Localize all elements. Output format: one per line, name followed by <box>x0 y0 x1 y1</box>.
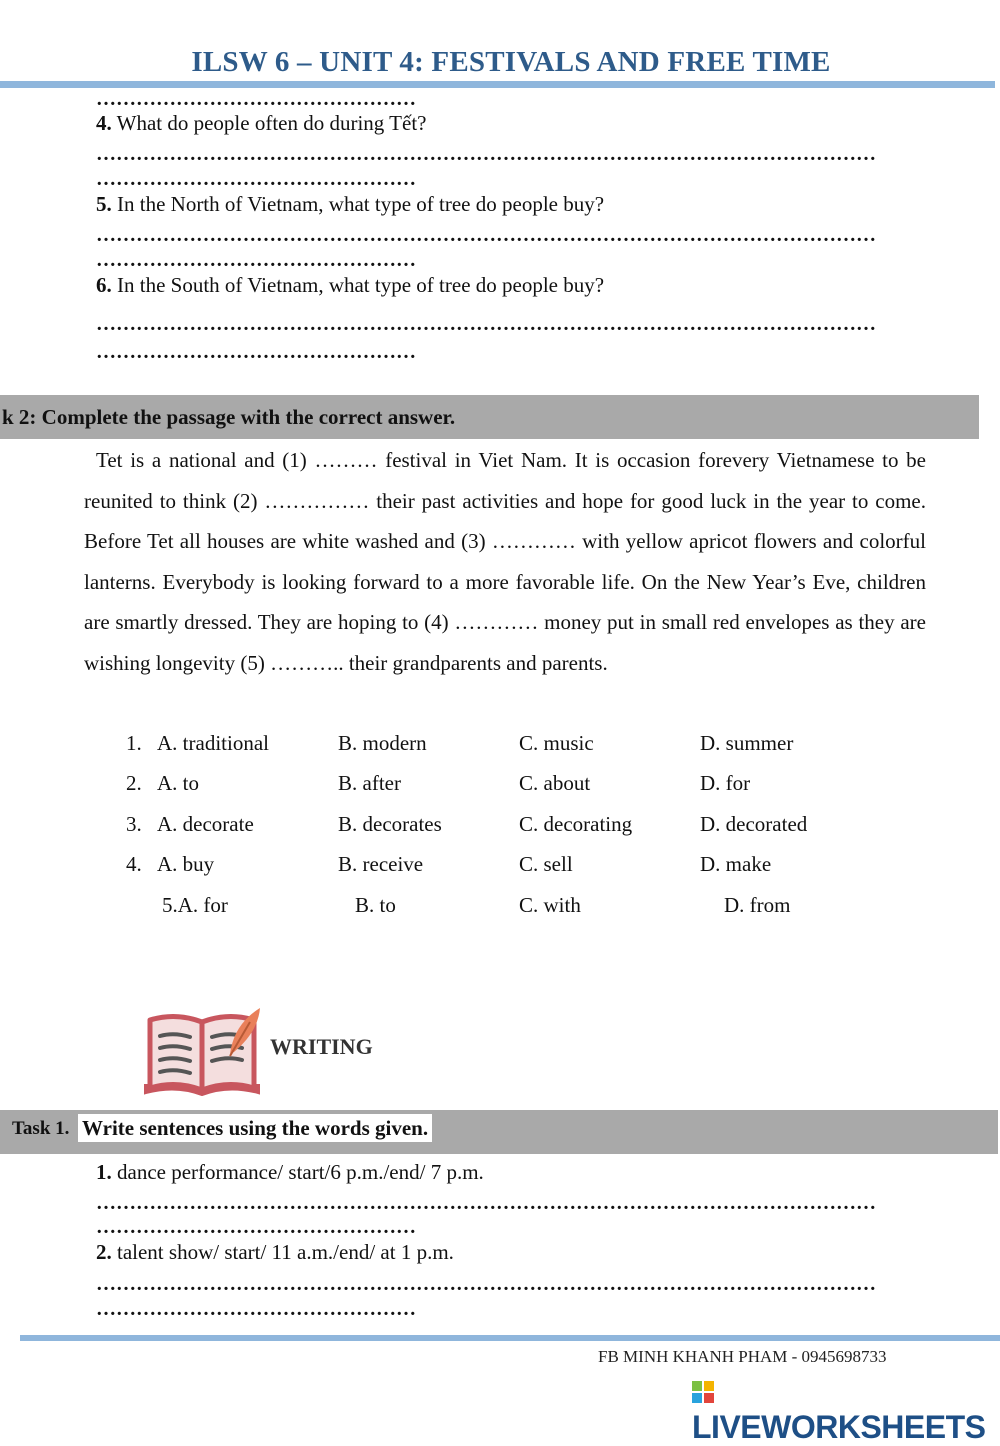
item-number: 1. <box>96 1160 112 1184</box>
liveworksheets-logo-icon <box>692 1381 714 1403</box>
footer-credit: FB MINH KHANH PHAM - 0945698733 <box>598 1347 887 1366</box>
writing-heading: WRITING <box>270 1034 373 1059</box>
task2-passage <box>84 440 926 684</box>
task2-heading: k 2: Complete the passage with the correct answer. <box>0 395 979 439</box>
option-c[interactable]: C. decorating <box>519 812 633 836</box>
option-number: 2. <box>126 771 142 795</box>
option-b[interactable]: B. receive <box>338 852 424 876</box>
answer-line-full[interactable]: ……………………………………………………………………………………………………… <box>96 313 876 335</box>
option-a[interactable]: A. decorate <box>157 812 254 836</box>
option-d[interactable]: D. summer <box>700 731 794 755</box>
option-number: 1. <box>126 731 142 755</box>
brand-text: LIVEWORKSHEETS <box>692 1409 986 1445</box>
option-a[interactable]: 5.A. for <box>162 893 228 917</box>
open-book-icon <box>142 1004 266 1096</box>
option-a[interactable]: A. to <box>157 771 199 795</box>
question-text: What do people often do during Tết? <box>111 111 427 135</box>
option-c[interactable]: C. sell <box>519 852 573 876</box>
answer-line-full[interactable]: ……………………………………………………………………………………………………… <box>96 224 876 246</box>
question-number: 6. <box>96 273 112 297</box>
item-text: talent show/ start/ 11 a.m./end/ at 1 p.m. <box>111 1240 454 1264</box>
question-number: 5. <box>96 192 112 216</box>
option-d[interactable]: D. for <box>700 771 751 795</box>
question-text: In the South of Vietnam, what type of tree do people buy? <box>111 273 605 297</box>
writing-item-1 <box>96 1160 484 1185</box>
answer-line-full[interactable]: ……………………………………………………………………………………………………… <box>96 143 876 165</box>
answer-line-full[interactable]: ……………………………………………………………………………………………………… <box>96 1273 876 1295</box>
item-text: dance performance/ start/6 p.m./end/ 7 p.m. <box>111 1160 484 1184</box>
option-d[interactable]: D. decorated <box>700 812 808 836</box>
option-c[interactable]: C. about <box>519 771 591 795</box>
option-a[interactable]: A. buy <box>157 852 215 876</box>
page-title: ILSW 6 – UNIT 4: FESTIVALS AND FREE TIME <box>191 46 831 78</box>
option-a[interactable]: A. traditional <box>157 731 269 755</box>
question-text: In the North of Vietnam, what type of tree do people buy? <box>111 192 605 216</box>
item-number: 2. <box>96 1240 112 1264</box>
answer-line-short[interactable]: ………………………………………… <box>96 88 416 110</box>
liveworksheets-brand[interactable] <box>692 1372 1000 1446</box>
answer-line-short[interactable]: ………………………………………… <box>96 168 416 190</box>
option-b[interactable]: B. after <box>338 771 401 795</box>
answer-line-short[interactable]: ………………………………………… <box>96 1216 416 1238</box>
option-b[interactable]: B. to <box>355 893 396 917</box>
question-6 <box>96 273 604 298</box>
option-b[interactable]: B. decorates <box>338 812 442 836</box>
option-c[interactable]: C. music <box>519 731 594 755</box>
option-d[interactable]: D. from <box>724 893 791 917</box>
option-d[interactable]: D. make <box>700 852 772 876</box>
option-b[interactable]: B. modern <box>338 731 427 755</box>
header-rule <box>0 81 995 88</box>
answer-line-short[interactable]: ………………………………………… <box>96 249 416 271</box>
answer-line-full[interactable]: ……………………………………………………………………………………………………… <box>96 1192 876 1214</box>
option-number: 3. <box>126 812 142 836</box>
footer-rule <box>20 1335 1000 1341</box>
task1-label: Task 1. <box>12 1118 70 1139</box>
question-number: 4. <box>96 111 112 135</box>
option-c[interactable]: C. with <box>519 893 581 917</box>
answer-line-short[interactable]: ………………………………………… <box>96 341 416 363</box>
passage-text: Tet is a national and (1) ……… festival in Viet Nam. It is occasion forevery Vietnamese to be reunited to think (2) …………… their past activities and hope for good luck in the year to come. Before Tet all houses are white washed and (3) ………… with yellow apricot flowers and colorful lanterns. Everybody is looking forward to a more favorable life. On the New Year’s Eve, children are smartly dressed. They are hoping to (4) ………… money put in small red envelopes as they are wishing longevity (5) ……….. their grandparents and parents. <box>84 448 926 675</box>
question-4 <box>96 111 426 136</box>
task1-instruction: Write sentences using the words given. <box>78 1114 432 1142</box>
question-5 <box>96 192 604 217</box>
writing-item-2 <box>96 1240 454 1265</box>
option-number: 4. <box>126 852 142 876</box>
answer-line-short[interactable]: ………………………………………… <box>96 1298 416 1320</box>
